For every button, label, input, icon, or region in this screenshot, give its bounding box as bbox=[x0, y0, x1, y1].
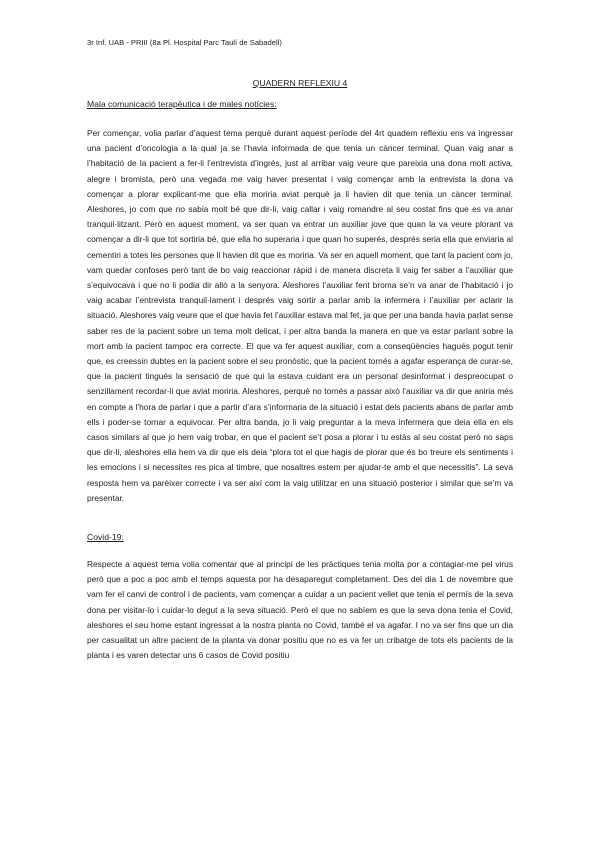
document-title: QUADERN REFLEXIU 4 bbox=[252, 78, 348, 88]
running-header: 3r Inf. UAB - PRIII (8a Pl. Hospital Parc Taulí de Sabadell) bbox=[87, 38, 282, 47]
section-paragraph: Respecte a aquest tema volia comentar que al principi de les pràctiques tenia molta por a contagiar-me pel virus però que a poc a poc amb el temps aquesta por ha desaparegut completament. Des del dia 1 de novembre que vam fer el canvi de control i de pacients, vam començar a cuidar a un pacient vellet que tenia el permís de la seva dona per visitar-lo i cuidar-lo degut a la seva situació. Però el que no sabíem es que la seva dona tenia el Covid, aleshores el seu home estant ingressat a la nostra planta no Covid, també el va agafar. I no va ser fins que un dia per casualitat un altre pacient de la planta va donar positiu que no es va fer un cribatge de tots els pacients de la planta i es varen detectar uns 6 casos de Covid positiu bbox=[87, 559, 513, 661]
section-bad-news bbox=[87, 99, 513, 506]
section-heading: Covid-19: bbox=[87, 532, 124, 543]
section-covid bbox=[87, 532, 513, 663]
section-heading: Mala comunicació terapèutica i de males notícies: bbox=[87, 99, 277, 109]
section-paragraph: Per començar, volia parlar d’aquest tema perquè durant aquest període del 4rt quadem reflexiu ens va ingressar una pacient d’oncologia a la qual ja se l’havia informada de que tenia un càncer terminal. Quan vaig anar a l’habitació de la pacient a fer-li l’entrevista d’ingrés, just al arribar vaig veure que pareixia una dona molt activa, alegre i bromista, però una vegada me vaig haver presentat i vaig començar amb la entrevista la dona va començar a plorar explicant-me que ella moriria aviat perquè ja li havien dit que tenia un càncer terminal. Aleshores, jo com que no sabia molt bé que dir-li, vaig callar i vaig romandre al seu costat fins que es va anar tranquil·litzant. Però en aquest moment, va ser quan va entrar un auxiliar jove que quan la va veure plorant va començar a dir-li que tot sortiria bé, que ella ho superaria i que quan ho superés, després seria ella que enviaria al cementiri a totes les persones que li havien dit que es moriria. Va ser en aquell moment, que tant la pacient com jo, vam quedar confoses però tant de bo vaig reaccionar ràpid i de manera discreta li vaig fer saber a l’auxiliar que s’equivocava i que no li podia dir allò a la senyora. Aleshores l’auxiliar fent broma se’n va anar de l’habitació i jo vaig acabar l’entrevista tranquil·lament i després vaig sortir a parlar amb la infermera i l’auxiliar per aclarir la situació. Aleshores vaig veure que el que havia fet l’auxiliar estava mal fet, ja que per una banda havia parlat sense saber res de la pacient sobre un tema molt delicat, i per altra banda la manera en que va estar parlant sobre la mort amb la pacient tampoc era correcte. El que va fer aquest auxiliar, com a conseqüències hagués pogut tenir que, es creessin dubtes en la pacient sobre el seu pronòstic, que la pacient tornés a agafar esperança de curar-se, que la pacient tingués la sensació de que qui la estava cuidant era un personal desinformat i despreocupat o senzillament recordar-li que aviat moriria. Aleshores, perquè no tornés a passar això l’auxiliar va dir que aniria més en compte a l’hora de parlar i que a partir d’ara s’informaria de la situació i estat dels pacients abans de parlar amb ells i poder-se tornar a equivocar. Per altra banda, jo li vaig preguntar a la meva infermera que deia ella en els casos similars al que jo hem vaig trobar, en que el pacient se’t posa a plorar i tu estàs al seu costat però no saps que dir-li, aleshores ella hem va dir que els deia “plora tot el que hagis de plorar que és bo treure els sentiments i les emocions i si necessites res pica al timbre, que nosaltres estem per ajudar-te amb el que necessitis”. La seva resposta hem va parèixer correcte i va ser així com la vaig utilitzar en una situació posterior i similar que se’m va presentar. bbox=[87, 128, 513, 503]
section-gap bbox=[87, 506, 513, 532]
